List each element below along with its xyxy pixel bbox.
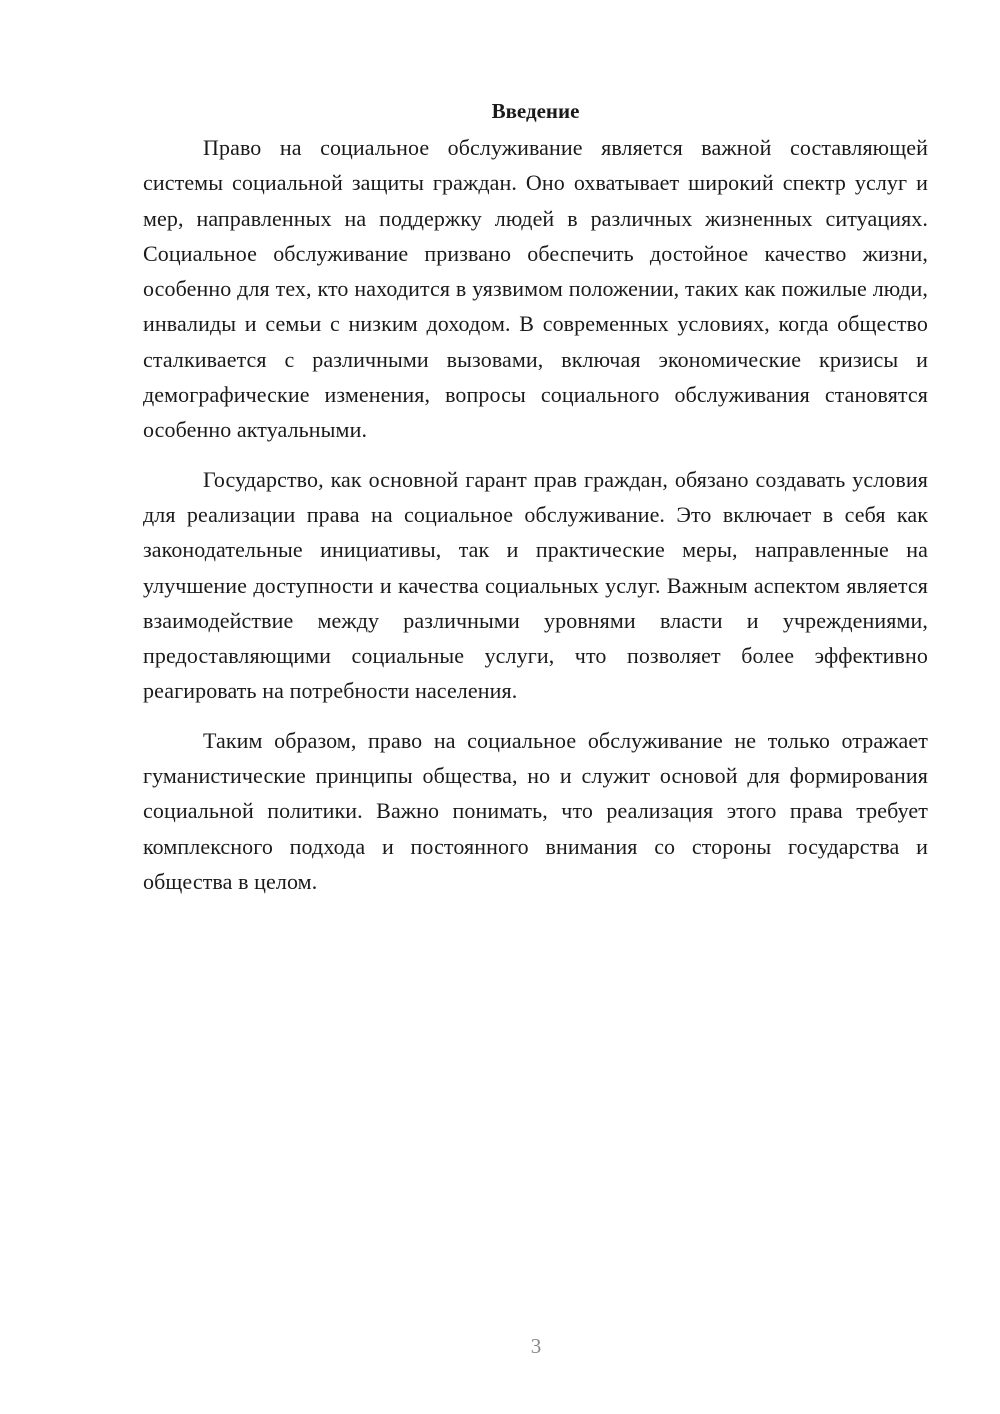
section-title: Введение [491,99,580,123]
paragraph-3: Таким образом, право на социальное обслуживание не только отражает гуманистические принципы общества, но и служит основой для формирования социальной политики. Важно понимать, что реализация этого права требует комплексного подхода и постоянного внимания со стороны государства и общества в целом. [143,727,928,894]
page-content [143,96,928,913]
paragraph-1: Право на социальное обслуживание является важной составляющей системы социальной защиты граждан. Оно охватывает широкий спектр услуг и мер, направленных на поддержку людей в различных жизненных ситуациях. Социальное обслуживание призвано обеспечить достойное качество жизни, особенно для тех, кто находится в уязвимом положении, таких как пожилые люди, инвалиды и семьи с низким доходом. В современных условиях, когда общество сталкивается с различными вызовами, включая экономические кризисы и демографические изменения, вопросы социального обслуживания становятся особенно актуальными. [143,135,928,443]
page-number: 3 [530,1334,542,1358]
paragraph-2: Государство, как основной гарант прав граждан, обязано создавать условия для реализации права на социальное обслуживание. Это включает в себя как законодательные инициативы, так и практические меры, направленные на улучшение доступности и качества социальных услуг. Важным аспектом является взаимодействие между различными уровнями власти и учреждениями, предоставляющими социальные услуги, что позволяет более эффективно реагировать на потребности населения. [143,466,928,704]
